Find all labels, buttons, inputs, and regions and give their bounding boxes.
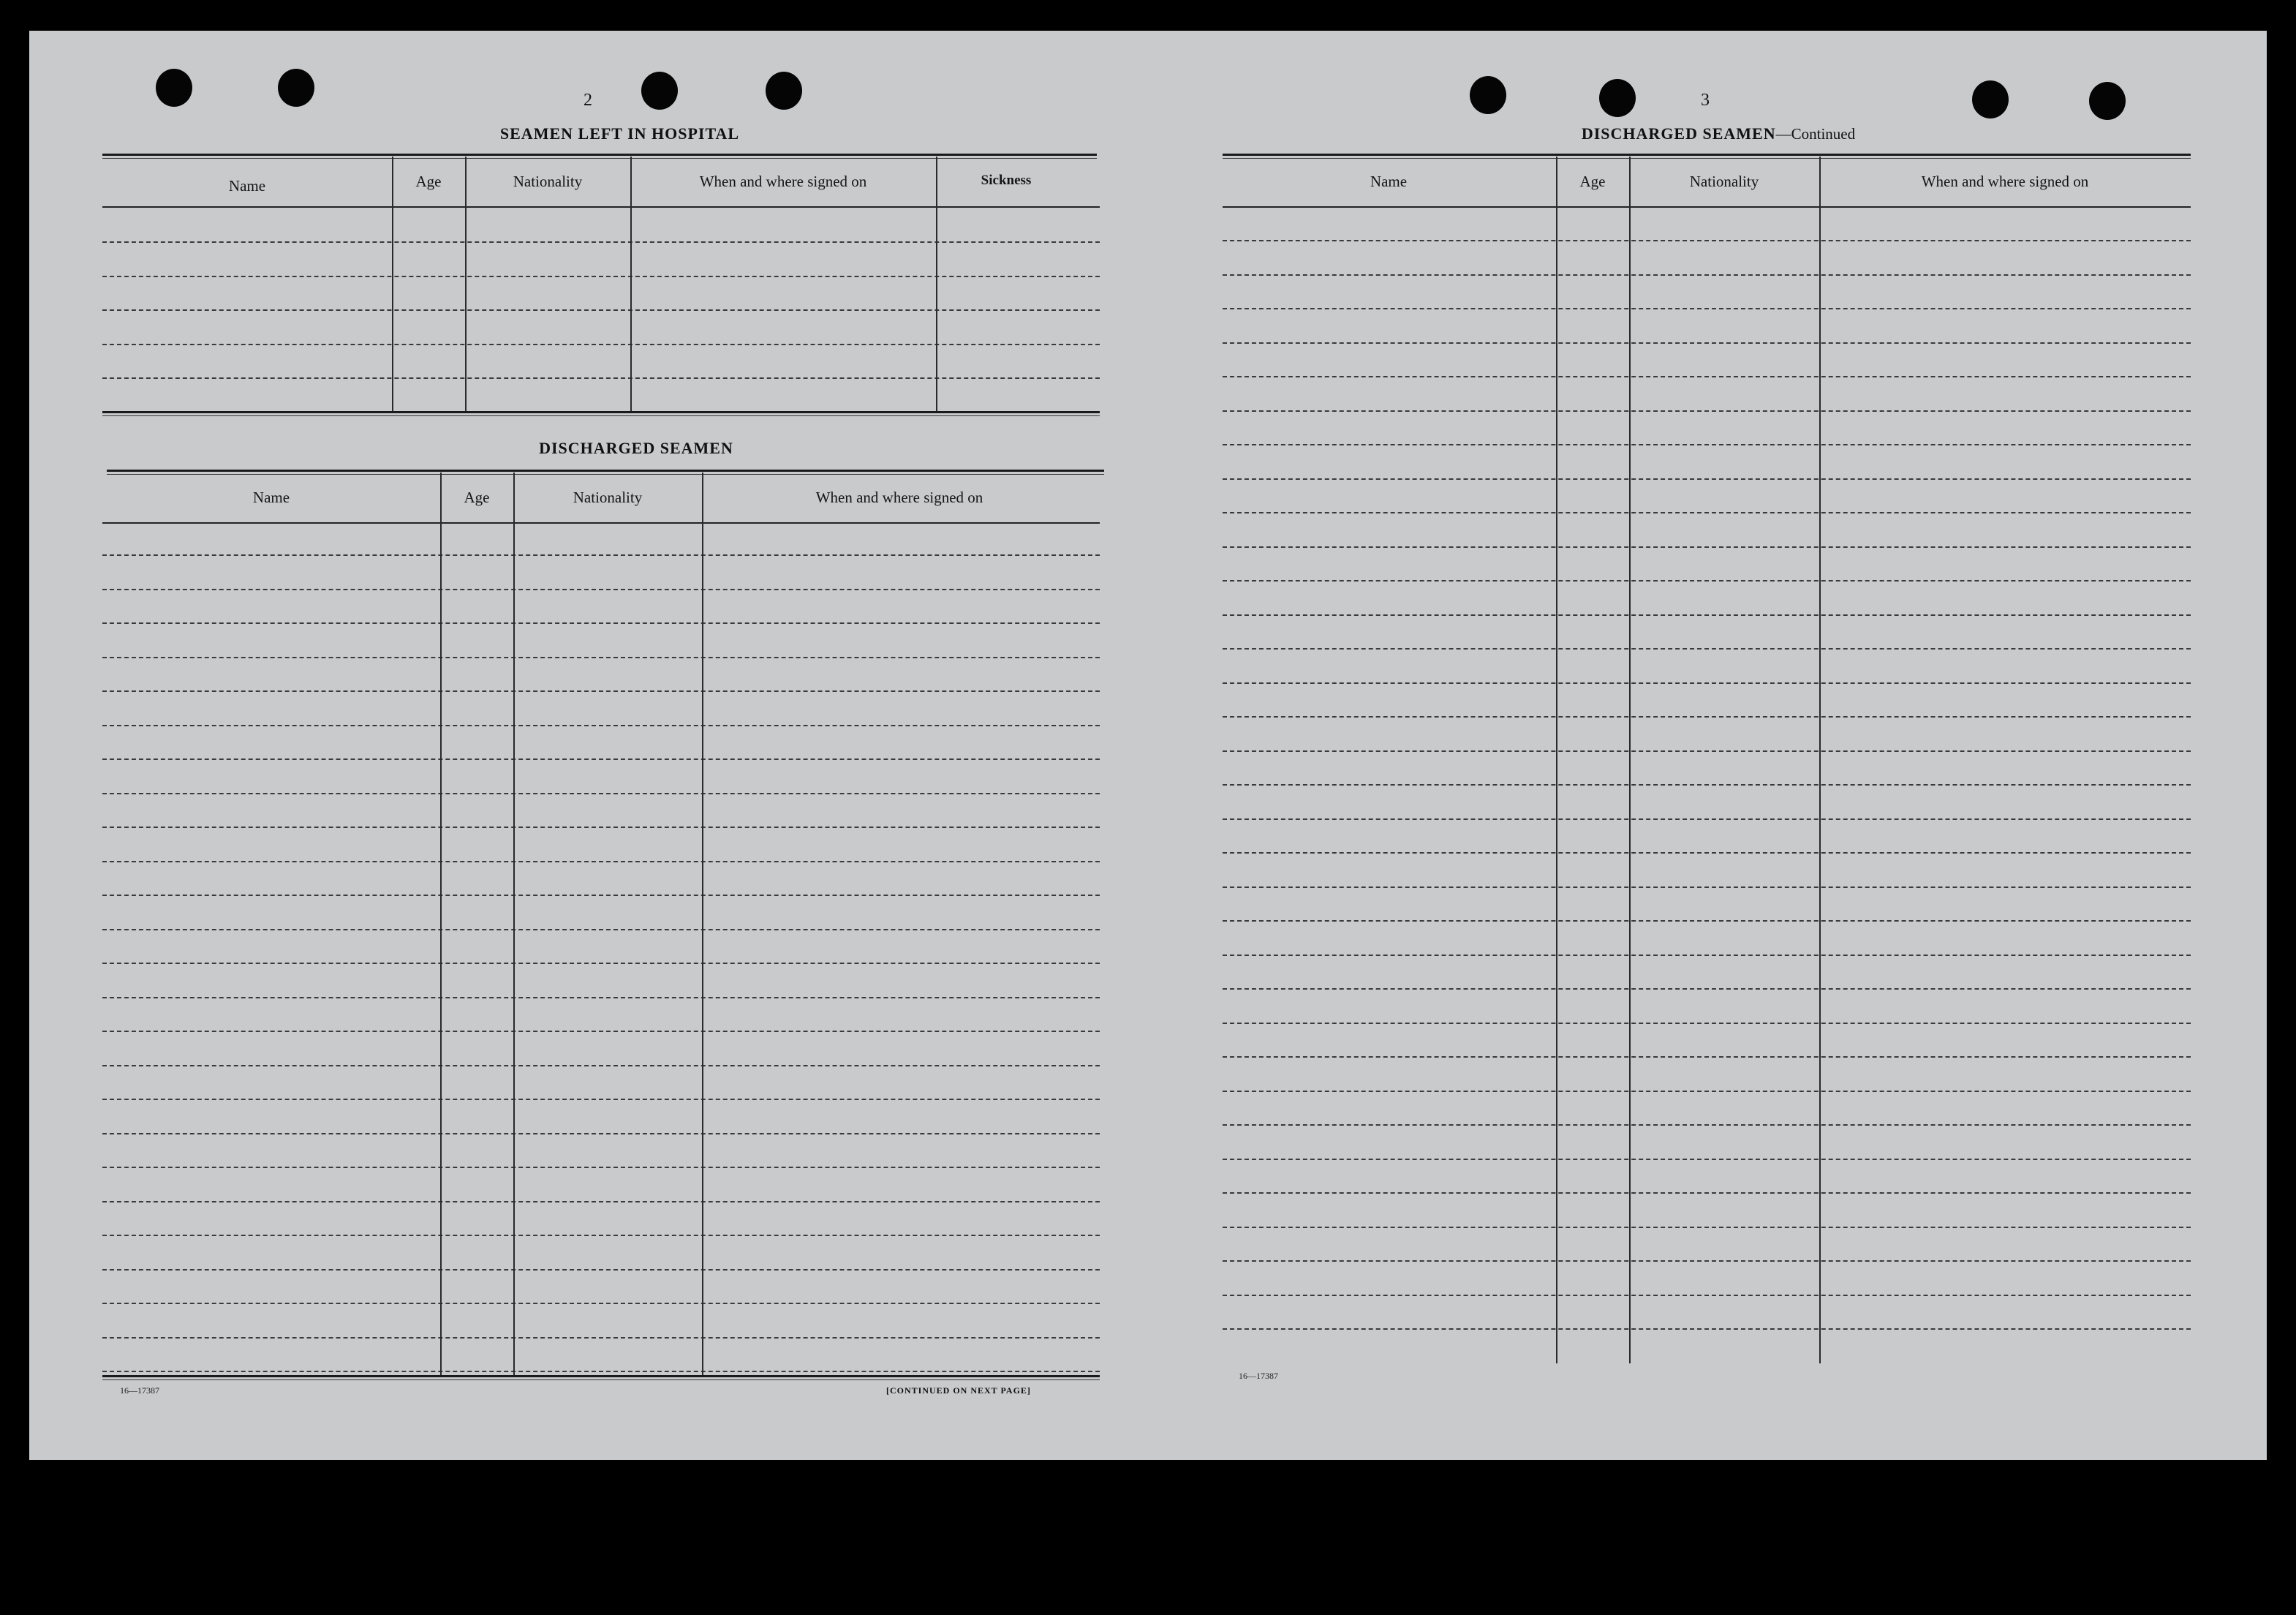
row-rule xyxy=(102,344,1100,345)
row-rule xyxy=(1223,308,2191,309)
form-sheet xyxy=(29,31,2267,1460)
col-header-age: Age xyxy=(415,173,442,190)
punch-hole xyxy=(641,72,678,110)
col-header-age: Age xyxy=(464,489,490,506)
row-rule xyxy=(102,309,1100,311)
row-rule xyxy=(1223,750,2191,752)
header-underline xyxy=(102,522,1100,524)
column-rule xyxy=(392,157,393,411)
row-rule xyxy=(102,1303,1100,1304)
row-rule xyxy=(102,1031,1100,1032)
row-rule xyxy=(1223,1056,2191,1058)
row-rule xyxy=(1223,920,2191,922)
row-rule xyxy=(102,997,1100,998)
punch-hole xyxy=(156,69,192,107)
row-rule xyxy=(102,1337,1100,1339)
row-rule xyxy=(102,827,1100,828)
punch-hole xyxy=(2089,82,2126,120)
page-number-right: 3 xyxy=(1701,91,1710,110)
row-rule xyxy=(1223,1295,2191,1296)
row-rule xyxy=(102,589,1100,590)
row-rule xyxy=(102,895,1100,896)
row-rule xyxy=(102,725,1100,726)
row-rule xyxy=(102,657,1100,658)
continued-note: [CONTINUED ON NEXT PAGE] xyxy=(886,1385,1031,1396)
row-rule xyxy=(102,758,1100,760)
row-rule xyxy=(102,690,1100,692)
row-rule xyxy=(1223,955,2191,956)
row-rule xyxy=(1223,852,2191,854)
col-header-name: Name xyxy=(1370,173,1408,190)
row-rule xyxy=(1223,716,2191,718)
row-rule xyxy=(1223,410,2191,412)
row-rule xyxy=(1223,1227,2191,1228)
row-rule xyxy=(102,622,1100,624)
row-rule xyxy=(102,1065,1100,1066)
row-rule xyxy=(102,1235,1100,1236)
column-rule xyxy=(1556,157,1557,1363)
row-rule xyxy=(1223,1124,2191,1126)
row-rule xyxy=(1223,478,2191,480)
header-underline xyxy=(102,206,1100,208)
row-rule xyxy=(1223,1328,2191,1330)
row-rule xyxy=(1223,614,2191,616)
row-rule xyxy=(1223,342,2191,344)
col-header-nationality: Nationality xyxy=(513,173,583,190)
row-rule xyxy=(1223,1159,2191,1160)
column-rule xyxy=(513,473,515,1375)
discharged-table-bottom-rule xyxy=(102,1375,1100,1377)
row-rule xyxy=(1223,784,2191,786)
col-header-sickness: Sickness xyxy=(981,173,1032,188)
row-rule xyxy=(1223,1192,2191,1194)
hospital-table-bottom-rule xyxy=(102,411,1100,413)
col-header-nationality: Nationality xyxy=(1689,173,1759,190)
row-rule xyxy=(102,861,1100,862)
row-rule xyxy=(102,1099,1100,1100)
col-header-when-where: When and where signed on xyxy=(815,489,983,506)
punch-hole xyxy=(1599,79,1636,117)
row-rule xyxy=(1223,1260,2191,1262)
col-header-name: Name xyxy=(228,177,266,195)
punch-hole xyxy=(1972,80,2009,118)
row-rule xyxy=(1223,988,2191,990)
row-rule xyxy=(102,1167,1100,1168)
title-continued: —Continued xyxy=(1775,125,1856,143)
row-rule xyxy=(1223,648,2191,650)
row-rule xyxy=(102,241,1100,243)
row-rule xyxy=(102,554,1100,556)
punch-hole xyxy=(766,72,802,110)
row-rule xyxy=(102,1201,1100,1202)
row-rule xyxy=(1223,886,2191,888)
row-rule xyxy=(1223,546,2191,548)
col-header-when-where: When and where signed on xyxy=(1921,173,2089,190)
row-rule xyxy=(1223,682,2191,684)
column-rule xyxy=(1629,157,1631,1363)
row-rule xyxy=(1223,512,2191,513)
row-rule xyxy=(1223,240,2191,241)
column-rule xyxy=(1819,157,1821,1363)
form-code-left: 16—17387 xyxy=(120,1385,159,1396)
row-rule xyxy=(1223,444,2191,445)
col-header-name: Name xyxy=(252,489,290,506)
column-rule xyxy=(440,473,442,1375)
column-rule xyxy=(936,157,937,411)
page-number-left: 2 xyxy=(584,91,592,110)
discharged-section-title: DISCHARGED SEAMEN xyxy=(539,439,733,457)
row-rule xyxy=(102,1133,1100,1134)
col-header-nationality: Nationality xyxy=(573,489,643,506)
hospital-table-top-rule xyxy=(102,154,1097,156)
discharged-continued-title xyxy=(1223,124,2214,143)
discharged-table-top-rule xyxy=(107,470,1104,472)
row-rule xyxy=(1223,1091,2191,1092)
row-rule xyxy=(102,929,1100,930)
punch-hole xyxy=(278,69,314,107)
row-rule xyxy=(1223,376,2191,377)
header-underline xyxy=(1223,206,2191,208)
row-rule xyxy=(1223,818,2191,820)
column-rule xyxy=(465,157,467,411)
row-rule xyxy=(102,1371,1100,1372)
col-header-when-where: When and where signed on xyxy=(699,173,867,190)
col-header-age: Age xyxy=(1579,173,1606,190)
right-table-top-rule xyxy=(1223,154,2191,156)
punch-hole xyxy=(1470,76,1506,114)
row-rule xyxy=(102,276,1100,277)
row-rule xyxy=(102,963,1100,964)
row-rule xyxy=(102,793,1100,794)
hospital-section-title: SEAMEN LEFT IN HOSPITAL xyxy=(499,124,740,143)
row-rule xyxy=(1223,274,2191,276)
column-rule xyxy=(630,157,632,411)
row-rule xyxy=(102,1269,1100,1270)
column-rule xyxy=(702,473,703,1375)
title-main: DISCHARGED SEAMEN xyxy=(1581,124,1776,143)
row-rule xyxy=(1223,580,2191,581)
row-rule xyxy=(102,377,1100,379)
row-rule xyxy=(1223,1023,2191,1024)
form-code-right: 16—17387 xyxy=(1239,1371,1278,1381)
